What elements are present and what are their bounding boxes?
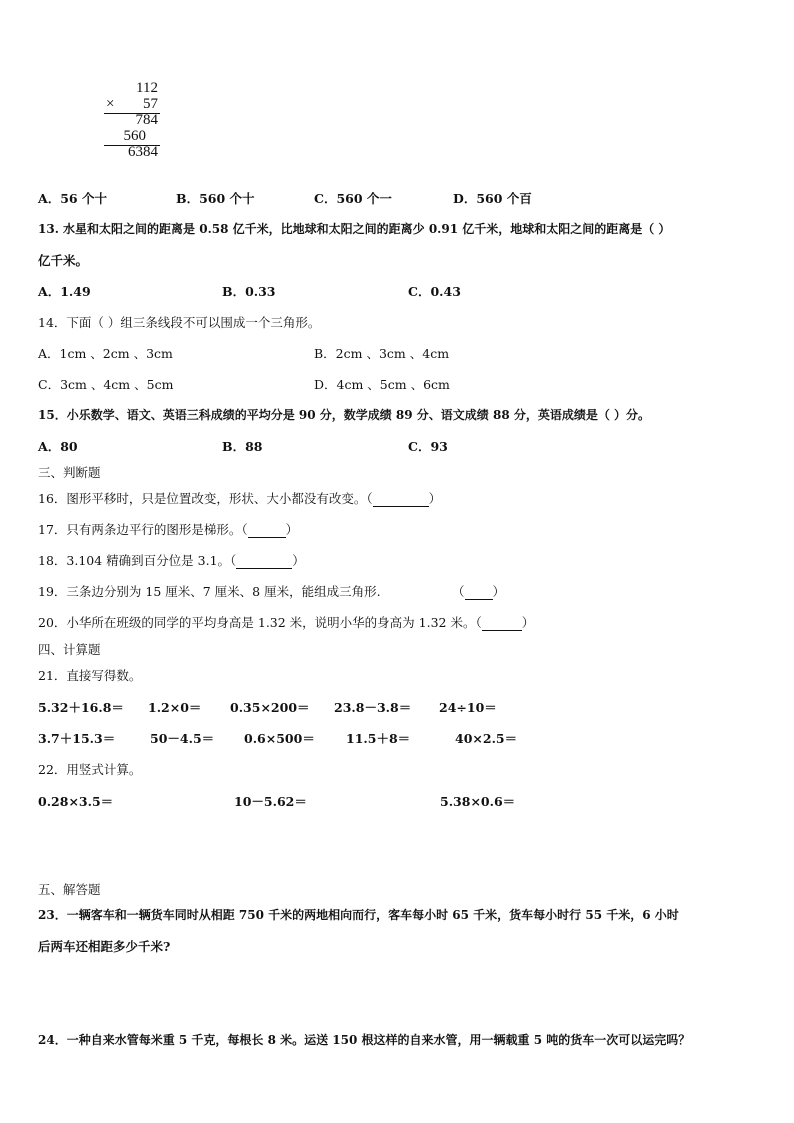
multiply-sign: × <box>106 96 115 112</box>
q14-option-b[interactable]: B．2cm 、3cm 、4cm <box>314 346 450 361</box>
q19-answer <box>452 582 505 600</box>
vertical-calc-item: 10－5.62＝ <box>234 794 307 809</box>
q15-option-c[interactable]: C．93 <box>408 439 448 454</box>
q21-text: 21．直接写得数。 <box>38 668 142 683</box>
product: 6384 <box>128 144 158 160</box>
calc-item: 23.8－3.8＝ <box>334 700 412 715</box>
calc-item: 0.35×200＝ <box>230 700 310 715</box>
q16-close-paren: ） <box>428 491 442 506</box>
multiplier: 57 <box>143 96 158 112</box>
calc-item: 3.7＋15.3＝ <box>38 731 116 746</box>
calc-item: 1.2×0＝ <box>148 700 202 715</box>
section-heading: 三、判断题 <box>38 465 101 480</box>
q15-text: 15．小乐数学、语文、英语三科成绩的平均分是 90 分，数学成绩 89 分、语文成绩 88 分，英语成绩是（ ）分。 <box>38 408 651 422</box>
q17-statement: 17．只有两条边平行的图形是梯形。（ <box>38 522 248 537</box>
q16-text <box>38 489 441 507</box>
q14-option-a[interactable]: A．1cm 、2cm 、3cm <box>38 346 173 361</box>
vertical-calc-item: 0.28×3.5＝ <box>38 794 114 809</box>
q19-text: 19．三条边分别为 15 厘米、7 厘米、8 厘米，能组成三角形. <box>38 584 381 599</box>
calc-item: 24÷10＝ <box>439 700 497 715</box>
q22-text: 22．用竖式计算。 <box>38 762 142 777</box>
vertical-calc-item: 5.38×0.6＝ <box>440 794 516 809</box>
q17-text <box>38 520 298 538</box>
calc-item: 0.6×500＝ <box>244 731 315 746</box>
calc-item: 40×2.5＝ <box>455 731 518 746</box>
q20-statement: 20．小华所在班级的同学的平均身高是 1.32 米，说明小华的身高为 1.32 米。（ <box>38 615 482 630</box>
q18-answer-blank[interactable] <box>236 553 292 569</box>
section-heading: 五、解答题 <box>38 882 101 897</box>
q15-option-a[interactable]: A．80 <box>38 439 78 454</box>
q14-option-c[interactable]: C．3cm 、4cm 、5cm <box>38 377 174 392</box>
q12-option-a[interactable]: A．56 个十 <box>38 191 107 206</box>
q19-close-paren: ） <box>492 584 506 599</box>
calc-item: 50－4.5＝ <box>150 731 215 746</box>
partial-product-2: 560 <box>123 128 146 144</box>
calc-item: 5.32＋16.8＝ <box>38 700 124 715</box>
q13-option-b[interactable]: B．0.33 <box>222 284 276 299</box>
q23-text-cont: 后两车还相距多少千米? <box>38 939 171 954</box>
q16-statement: 16．图形平移时，只是位置改变，形状、大小都没有改变。（ <box>38 491 373 506</box>
q13-text-cont: 亿千米。 <box>38 253 89 268</box>
q24-text: 24．一种自来水管每米重 5 千克，每根长 8 米。运送 150 根这样的自来水管，用一辆载重 5 吨的货车一次可以运完吗？ <box>38 1033 691 1047</box>
partial-product-1: 784 <box>135 112 158 128</box>
q18-statement: 18．3.104 精确到百分位是 3.1。（ <box>38 553 237 568</box>
q15-option-b[interactable]: B．88 <box>222 439 263 454</box>
q19-open-paren: （ <box>452 584 465 599</box>
calc-item: 11.5＋8＝ <box>346 731 411 746</box>
q12-option-b[interactable]: B．560 个十 <box>176 191 255 206</box>
q13-text: 13. 水星和太阳之间的距离是 0.58 亿千米，比地球和太阳之间的距离少 0.91 亿千米，地球和太阳之间的距离是（ ） <box>38 222 671 236</box>
q14-option-d[interactable]: D．4cm 、5cm 、6cm <box>314 377 450 392</box>
q20-text <box>38 613 534 631</box>
q13-option-c[interactable]: C．0.43 <box>408 284 461 299</box>
q12-option-d[interactable]: D．560 个百 <box>453 191 532 206</box>
q23-text: 23．一辆客车和一辆货车同时从相距 750 千米的两地相向而行，客车每小时 65 千米，货车每小时行 55 千米，6 小时 <box>38 908 679 922</box>
q16-answer-blank[interactable] <box>373 491 429 507</box>
q14-text: 14．下面（ ）组三条线段不可以围成一个三角形。 <box>38 315 321 330</box>
q13-option-a[interactable]: A．1.49 <box>38 284 91 299</box>
q18-text <box>38 551 305 569</box>
vertical-multiplication <box>104 80 164 160</box>
q19-answer-blank[interactable] <box>465 584 493 600</box>
q12-option-c[interactable]: C．560 个一 <box>314 191 392 206</box>
multiplicand: 112 <box>136 80 158 96</box>
q18-close-paren: ） <box>292 553 305 568</box>
q17-answer-blank[interactable] <box>248 522 286 538</box>
q17-close-paren: ） <box>285 522 299 537</box>
section-heading: 四、计算题 <box>38 642 101 657</box>
q20-answer-blank[interactable] <box>482 615 522 631</box>
q20-close-paren: ） <box>521 615 535 630</box>
